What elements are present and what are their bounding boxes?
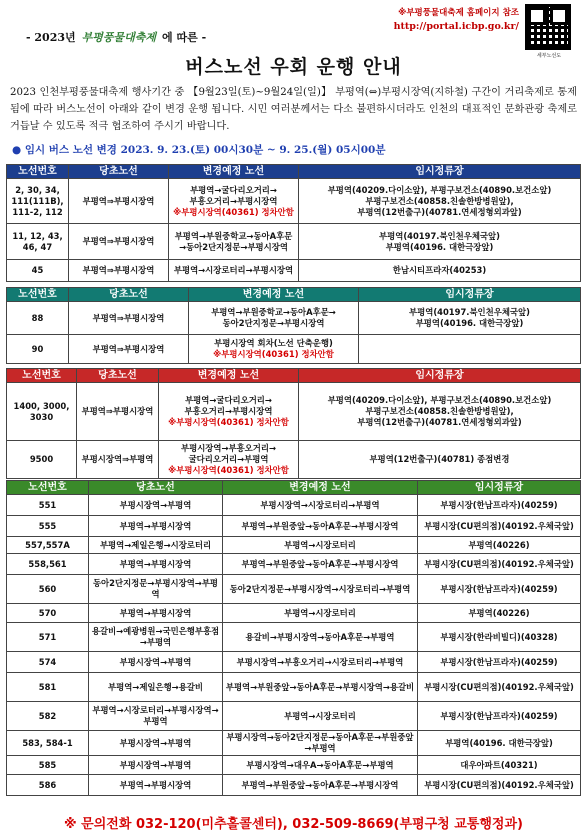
year-prefix: - 2023년 (26, 31, 76, 44)
changed-route-line: 부평역→굴다리오거리→ (185, 395, 272, 405)
contact-footer: ※ 문의전화 032-120(미추홀콜센터), 032-509-8669(부평구청 교통행정과) (64, 817, 523, 832)
original-route: 부평시장역⇒부평역 (77, 441, 159, 479)
original-route: 부평시장역→부평역 (89, 495, 223, 516)
route-table-3 (6, 368, 581, 479)
table-row (7, 554, 581, 575)
changed-route (169, 224, 299, 260)
changed-route (189, 302, 359, 335)
original-route: 부평시장역→부평역 (89, 731, 223, 756)
original-route: 부평역⇒부평시장역 (69, 224, 169, 260)
route-number: 555 (7, 516, 89, 537)
route-number: 557,557A (7, 537, 89, 554)
header-stop: 임시정류장 (299, 369, 581, 383)
table-header-row (7, 165, 581, 179)
temporary-stop: 부평시장(한남프라자)(40259) (418, 495, 581, 516)
table-row (7, 260, 581, 282)
original-route: 동아2단지정문→부평시장역→부평역 (89, 575, 223, 604)
header-original: 당초노선 (89, 481, 223, 495)
route-number: 574 (7, 652, 89, 673)
table-row (7, 604, 581, 623)
changed-route-line: 부평시장역 회차(노선 단축운행) (214, 338, 333, 348)
changed-route (169, 179, 299, 224)
route-number: 11, 12, 43, 46, 47 (7, 224, 69, 260)
temporary-stop (359, 335, 581, 364)
route-number: 586 (7, 775, 89, 796)
homepage-note: ※부평풍물대축제 홈페이지 참조 (398, 8, 519, 18)
temporary-stop-line: 부평역(12번출구)(40781) 종점변경 (369, 454, 510, 464)
changed-route-line: 부평역→부원중학교→동아A후문 (174, 230, 293, 241)
header-stop: 임시정류장 (299, 165, 581, 179)
route-number: 585 (7, 756, 89, 775)
header-stop: 임시정류장 (418, 481, 581, 495)
changed-route-line: 굴다리오거리→부평역 (188, 454, 269, 464)
temporary-stop: 대우아파트(40321) (418, 756, 581, 775)
route-number: 581 (7, 673, 89, 702)
table-header-row (7, 288, 581, 302)
header-changed: 변경예정 노선 (189, 288, 359, 302)
qr-caption: 세부노선도 (536, 53, 562, 59)
temporary-stop-line: 부평역(40196. 대한극장앞) (415, 318, 524, 328)
route-number: 9500 (7, 441, 77, 479)
table-row (7, 623, 581, 652)
temporary-stop: 부평시장(CU편의점)(40192.우체국앞) (418, 775, 581, 796)
changed-route (159, 383, 299, 441)
event-headline (26, 29, 206, 45)
table-row (7, 575, 581, 604)
temporary-stop-line: 부평구보건소(40858.친솔한방병원앞), (365, 195, 514, 206)
changed-route: 부평역→부원중앞→동아A후문→부평시장역 (223, 516, 418, 537)
table-row (7, 756, 581, 775)
temporary-stop-line: 한남시티프라자(40253) (392, 265, 487, 275)
header-route: 노선번호 (7, 165, 69, 179)
header-changed: 변경예정 노선 (159, 369, 299, 383)
changed-route-line: 부평역→부원중학교→동아A후문→ (211, 307, 336, 317)
temporary-stop: 부평시장(CU편의점)(40192.우체국앞) (418, 516, 581, 537)
route-number: 571 (7, 623, 89, 652)
original-route: 부평역→시장로터리→부평시장역→부평역 (89, 702, 223, 731)
changed-route: 용갈비→부평시장역→동아A후문→부평역 (223, 623, 418, 652)
temporary-stop: 부평시장(한남프라자)(40259) (418, 652, 581, 673)
temporary-stop: 부평역(40226) (418, 604, 581, 623)
route-number: 2, 30, 34, 111(111B), 111-2, 112 (7, 179, 69, 224)
changed-route-line: 부흥오거리→부평시장역 (189, 195, 278, 206)
table-row (7, 495, 581, 516)
route-number: 582 (7, 702, 89, 731)
year-suffix: 에 따른 - (162, 31, 207, 44)
temporary-stop: 부평시장(CU편의점)(40192.우체국앞) (418, 554, 581, 575)
route-number: 88 (7, 302, 69, 335)
table-row (7, 775, 581, 796)
original-route: 부평역→부평시장역 (89, 604, 223, 623)
table-row (7, 516, 581, 537)
original-route: 부평역→부평시장역 (89, 775, 223, 796)
changed-route (169, 260, 299, 282)
no-stop-warning: ※부평시장역(40361) 정차안함 (213, 349, 334, 359)
temporary-stop (299, 179, 581, 224)
table-row (7, 537, 581, 554)
temporary-stop-line: 부평역(40197.북인천우체국앞) (409, 307, 530, 317)
original-route: 부평역⇒부평시장역 (77, 383, 159, 441)
changed-route: 부평역→시장로터리 (223, 537, 418, 554)
page-title: 버스노선 우회 운행 안내 (185, 56, 402, 78)
table-header-row (7, 369, 581, 383)
route-number: 551 (7, 495, 89, 516)
qr-code-icon (525, 4, 571, 50)
temporary-stop: 부평시장(한라비빌디)(40328) (418, 623, 581, 652)
table-row (7, 702, 581, 731)
temporary-stop: 부평역(40226) (418, 537, 581, 554)
table-row (7, 224, 581, 260)
changed-route-line: 부평역→시장로터리→부평시장역 (173, 265, 294, 275)
table-row (7, 652, 581, 673)
changed-route: 부평시장역→부흥오거리→시장로터리→부평역 (223, 652, 418, 673)
table-row (7, 441, 581, 479)
no-stop-warning: ※부평시장역(40361) 정차안함 (173, 206, 294, 217)
changed-route: 부평시장역→시장로터리→부평역 (223, 495, 418, 516)
intro-paragraph: 2023 인천부평풍물대축제 행사기간 중 【9월23일(토)~9월24일(일)】 부평역(⇔)부평시장역(지하철) 구간이 거리축제로 통제됨에 따라 버스노선이 아래와 같이 변경 운행 됩니다. 시민 여러분께서는 다소 불편하시더라도 인천의 대표적인 문화관광 축제로 거듭날 수 있도록 적극 협조하여 주시기 바랍니다. (10, 87, 577, 132)
original-route: 부평역⇒부평시장역 (69, 260, 169, 282)
temporary-stop (299, 224, 581, 260)
homepage-url[interactable]: http://portal.icbp.go.kr/ (393, 21, 519, 32)
changed-route: 부평역→부원중앞→동아A후문→부평시장역 (223, 775, 418, 796)
temporary-stop: 부평역(40196. 대한극장앞) (418, 731, 581, 756)
route-table-1 (6, 164, 581, 282)
temporary-stop-line: 부평역(40209.다이소앞), 부평구보건소(40890.보건소앞) (327, 184, 552, 195)
no-stop-warning: ※부평시장역(40361) 정차안함 (168, 417, 289, 427)
header-original: 당초노선 (69, 165, 169, 179)
header-original: 당초노선 (77, 369, 159, 383)
changed-route: 부평시장역→대우A→동아A후문→부평역 (223, 756, 418, 775)
route-number: 558,561 (7, 554, 89, 575)
temporary-stop: 부평시장(한남프라자)(40259) (418, 702, 581, 731)
temporary-stop-line: 부평역(40197.북인천우체국앞) (379, 230, 500, 241)
changed-route-line: 부평역→굴다리오거리→ (190, 184, 277, 195)
route-number: 45 (7, 260, 69, 282)
header-route: 노선번호 (7, 481, 89, 495)
changed-route: 부평시장역→동아2단지정문→동아A후문→부원중앞→부평역 (223, 731, 418, 756)
changed-route: 부평역→시장로터리 (223, 604, 418, 623)
changed-route: 부평역→부원중앞→동아A후문→부평시장역 (223, 554, 418, 575)
original-route: 부평역⇒부평시장역 (69, 179, 169, 224)
no-stop-warning: ※부평시장역(40361) 정차안함 (168, 465, 289, 475)
temporary-stop-line: 부평역(12번출구)(40781.연세정형외과앞) (357, 417, 522, 427)
changed-route-line: 부평시장역→부흥오거리→ (181, 443, 276, 453)
route-number: 560 (7, 575, 89, 604)
table-header-row (7, 481, 581, 495)
temporary-stop-line: 부평역(40196. 대한극장앞) (385, 241, 494, 252)
temporary-stop: 부평시장(CU편의점)(40192.우체국앞) (418, 673, 581, 702)
header-original: 당초노선 (69, 288, 189, 302)
original-route: 부평역→제일은행→용갈비 (89, 673, 223, 702)
changed-route: 동아2단지정문→부평시장역→시장로터리→부평역 (223, 575, 418, 604)
original-route: 부평역→제일은행→시장로터리 (89, 537, 223, 554)
original-route: 용갈비→예광병원→국민은행부흥점→부평역 (89, 623, 223, 652)
changed-route (159, 441, 299, 479)
original-route: 부평역⇒부평시장역 (69, 335, 189, 364)
header-route: 노선번호 (7, 369, 77, 383)
route-number: 1400, 3000, 3030 (7, 383, 77, 441)
changed-route: 부평역→부원중앞→동아A후문→부평시장역→용갈비 (223, 673, 418, 702)
original-route: 부평역→부평시장역 (89, 554, 223, 575)
festival-logo: 부평풍물대축제 (81, 31, 157, 44)
changed-route: 부평역→시장로터리 (223, 702, 418, 731)
header-route: 노선번호 (7, 288, 69, 302)
table-row (7, 673, 581, 702)
table-row (7, 335, 581, 364)
temporary-stop (299, 441, 581, 479)
route-number: 570 (7, 604, 89, 623)
route-number: 90 (7, 335, 69, 364)
table-row (7, 731, 581, 756)
temporary-stop (359, 302, 581, 335)
temporary-stop-line: 부평구보건소(40858.친솔한방병원앞), (365, 406, 514, 416)
changed-route (189, 335, 359, 364)
notice-page (6, 4, 581, 830)
original-route: 부평역⇒부평시장역 (69, 302, 189, 335)
original-route: 부평역→부평시장역 (89, 516, 223, 537)
temporary-stop-line: 부평역(40209.다이소앞), 부평구보건소(40890.보건소앞) (327, 395, 552, 405)
header-changed: 변경예정 노선 (169, 165, 299, 179)
route-number: 583, 584-1 (7, 731, 89, 756)
temporary-stop: 부평시장(한남프라자)(40259) (418, 575, 581, 604)
changed-route-line: 부흥오거리→부평시장역 (184, 406, 273, 416)
header-stop: 임시정류장 (359, 288, 581, 302)
temporary-stop (299, 260, 581, 282)
temporary-stop (299, 383, 581, 441)
original-route: 부평시장역→부평역 (89, 756, 223, 775)
changed-route-line: →동아2단지정문→부평시장역 (179, 241, 288, 252)
route-table-2 (6, 287, 581, 364)
header-changed: 변경예정 노선 (223, 481, 418, 495)
temporary-stop-line: 부평역(12번출구)(40781.연세정형외과앞) (357, 206, 522, 217)
change-period-notice: ● 임시 버스 노선 변경 2023. 9. 23.(토) 00시30분 ~ 9. 25.(월) 05시00분 (12, 144, 386, 156)
original-route: 부평시장역→부평역 (89, 652, 223, 673)
table-row (7, 302, 581, 335)
changed-route-line: 동아2단지정문→부평시장역 (222, 318, 325, 328)
table-row (7, 383, 581, 441)
table-row (7, 179, 581, 224)
route-table-4 (6, 480, 581, 796)
